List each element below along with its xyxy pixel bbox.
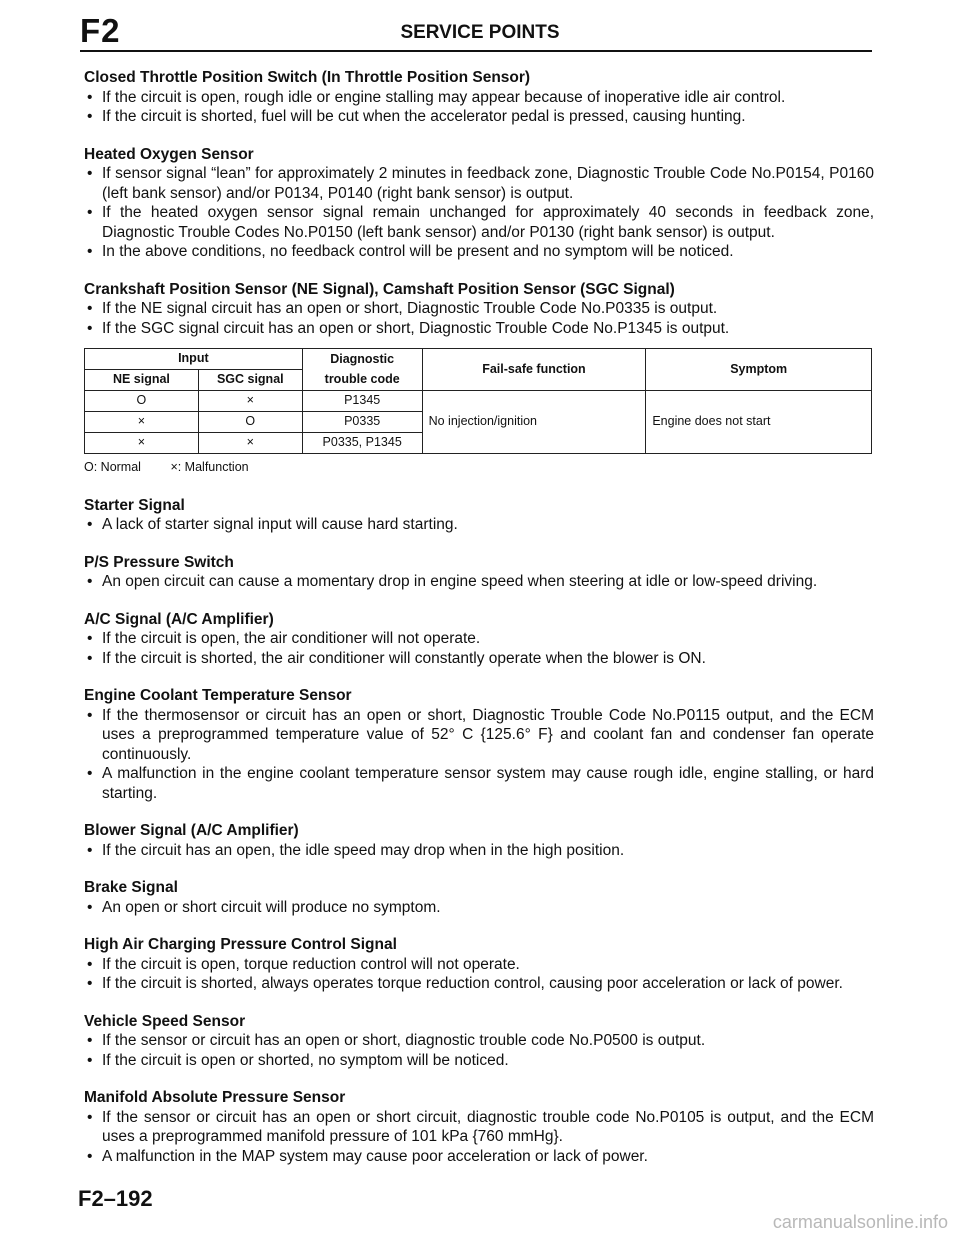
bullet-item: • In the above conditions, no feedback control will be present and no symptom will be noticed. — [84, 242, 874, 262]
bullet-item: • If the heated oxygen sensor signal remain unchanged for approximately 40 seconds in feedback zone, Diagnostic Trouble Codes No.P0150 (left bank sensor) and/or P0130 (right bank sensor) is output. — [84, 203, 874, 242]
bullet-item: • If the SGC signal circuit has an open or short, Diagnostic Trouble Code No.P1345 is output. — [84, 319, 874, 339]
bullet-list — [84, 1108, 874, 1167]
bullet-item: • If the sensor or circuit has an open or short circuit, diagnostic trouble code No.P0105 is output, and the ECM uses a preprogrammed manifold pressure of 101 kPa {760 mmHg}. — [84, 1108, 874, 1147]
section-title: A/C Signal (A/C Amplifier) — [84, 610, 274, 628]
sgc-signal-cell: × — [198, 433, 302, 454]
failsafe-cell: No injection/ignition — [422, 391, 646, 454]
section-vehicle-speed-sensor — [84, 1012, 874, 1071]
section-title: Blower Signal (A/C Amplifier) — [84, 822, 299, 839]
ne-signal-cell: × — [85, 412, 199, 433]
bullet-item: • If the NE signal circuit has an open or short, Diagnostic Trouble Code No.P0335 is output. — [84, 299, 874, 319]
bullet-item: • A lack of starter signal input will cause hard starting. — [84, 515, 874, 535]
bullet-list — [84, 1031, 874, 1070]
section-engine-coolant-sensor — [84, 686, 874, 803]
bullet-item: • If the circuit is open or shorted, no symptom will be noticed. — [84, 1051, 874, 1071]
bullet-item: • If sensor signal “lean” for approximately 2 minutes in feedback zone, Diagnostic Trouble Code No.P0154, P0160 (left bank sensor) and/or P0134, P0140 (right bank sensor) is output. — [84, 164, 874, 203]
symptom-header: Symptom — [646, 349, 872, 391]
section-code: F2 — [80, 12, 121, 49]
bullet-item: • An open circuit can cause a momentary drop in engine speed when steering at idle or low-speed driving. — [84, 572, 874, 592]
bullet-list — [84, 841, 874, 861]
bullet-item: • A malfunction in the engine coolant temperature sensor system may cause rough idle, engine stalling, or hard starting. — [84, 764, 874, 803]
section-ac-signal — [84, 610, 874, 669]
legend-normal: O: Normal — [84, 460, 141, 474]
section-brake-signal — [84, 878, 874, 917]
bullet-list — [84, 164, 874, 262]
symptom-cell: Engine does not start — [646, 391, 872, 454]
bullet-list — [84, 629, 874, 668]
diagnostic-code-cell: P1345 — [302, 391, 422, 412]
section-title: Brake Signal — [84, 879, 178, 896]
bullet-list — [84, 955, 874, 994]
section-crankshaft-camshaft-sensor — [84, 280, 874, 478]
bullet-list — [84, 572, 874, 592]
section-title: Starter Signal — [84, 496, 185, 514]
failsafe-table — [84, 348, 872, 454]
diagnostic-code-cell: P0335 — [302, 412, 422, 433]
bullet-item: • If the circuit has an open, the idle speed may drop when in the high position. — [84, 841, 874, 861]
bullet-item: • If the circuit is shorted, fuel will be cut when the accelerator pedal is pressed, causing hunting. — [84, 107, 874, 127]
diagnostic-code-cell: P0335, P1345 — [302, 433, 422, 454]
section-title: High Air Charging Pressure Control Signal — [84, 936, 397, 953]
bullet-item: • A malfunction in the MAP system may cause poor acceleration or lack of power. — [84, 1147, 874, 1167]
diagnostic-code-header: Diagnostic trouble code — [302, 349, 422, 391]
table-row — [85, 391, 872, 412]
bullet-item: • If the circuit is open, torque reduction control will not operate. — [84, 955, 874, 975]
bullet-item: • If the thermosensor or circuit has an open or short, Diagnostic Trouble Code No.P0115 output, and the ECM uses a preprogrammed temperature value of 52° C {125.6° F} and coolant fan and condenser fan operate continuously. — [84, 706, 874, 765]
ne-signal-cell: × — [85, 433, 199, 454]
section-map-sensor — [84, 1088, 874, 1166]
input-header: Input — [85, 349, 303, 370]
failsafe-header: Fail-safe function — [422, 349, 646, 391]
header-divider — [80, 50, 872, 52]
ne-signal-cell: O — [85, 391, 199, 412]
section-closed-throttle-switch — [84, 68, 874, 127]
section-title: Manifold Absolute Pressure Sensor — [84, 1089, 346, 1106]
bullet-list — [84, 299, 874, 338]
section-title: Vehicle Speed Sensor — [84, 1012, 246, 1030]
watermark: carmanualsonline.info — [772, 1212, 948, 1232]
table-legend — [84, 458, 874, 478]
section-starter-signal — [84, 496, 874, 535]
page-title: SERVICE POINTS — [400, 22, 560, 43]
bullet-item: • If the circuit is shorted, always operates torque reduction control, causing poor acceleration or lack of power. — [84, 974, 874, 994]
section-title: Closed Throttle Position Switch (In Throttle Position Sensor) — [84, 69, 531, 86]
bullet-list — [84, 706, 874, 804]
section-title: Engine Coolant Temperature Sensor — [84, 687, 352, 704]
bullet-list — [84, 898, 874, 918]
bullet-item: • An open or short circuit will produce no symptom. — [84, 898, 874, 918]
section-title: Heated Oxygen Sensor — [84, 145, 254, 163]
section-ps-pressure-switch — [84, 553, 874, 592]
bullet-item: • If the sensor or circuit has an open or short, diagnostic trouble code No.P0500 is output. — [84, 1031, 874, 1051]
bullet-item: • If the circuit is open, rough idle or engine stalling may appear because of inoperative idle air control. — [84, 88, 874, 108]
section-high-air-charging — [84, 935, 874, 994]
page-number: F2–192 — [78, 1186, 153, 1211]
section-blower-signal — [84, 821, 874, 860]
bullet-item: • If the circuit is open, the air conditioner will not operate. — [84, 629, 874, 649]
bullet-list — [84, 515, 874, 535]
sgc-signal-header: SGC signal — [198, 370, 302, 391]
section-heated-oxygen-sensor — [84, 145, 874, 262]
section-title: P/S Pressure Switch — [84, 553, 234, 571]
sgc-signal-cell: O — [198, 412, 302, 433]
ne-signal-header: NE signal — [85, 370, 199, 391]
section-title: Crankshaft Position Sensor (NE Signal), Camshaft Position Sensor (SGC Signal) — [84, 280, 675, 298]
legend-malfunction: ×: Malfunction — [170, 460, 249, 474]
bullet-list — [84, 88, 874, 127]
sgc-signal-cell: × — [198, 391, 302, 412]
bullet-item: • If the circuit is shorted, the air conditioner will constantly operate when the blower is ON. — [84, 649, 874, 669]
page-content — [84, 68, 874, 1184]
